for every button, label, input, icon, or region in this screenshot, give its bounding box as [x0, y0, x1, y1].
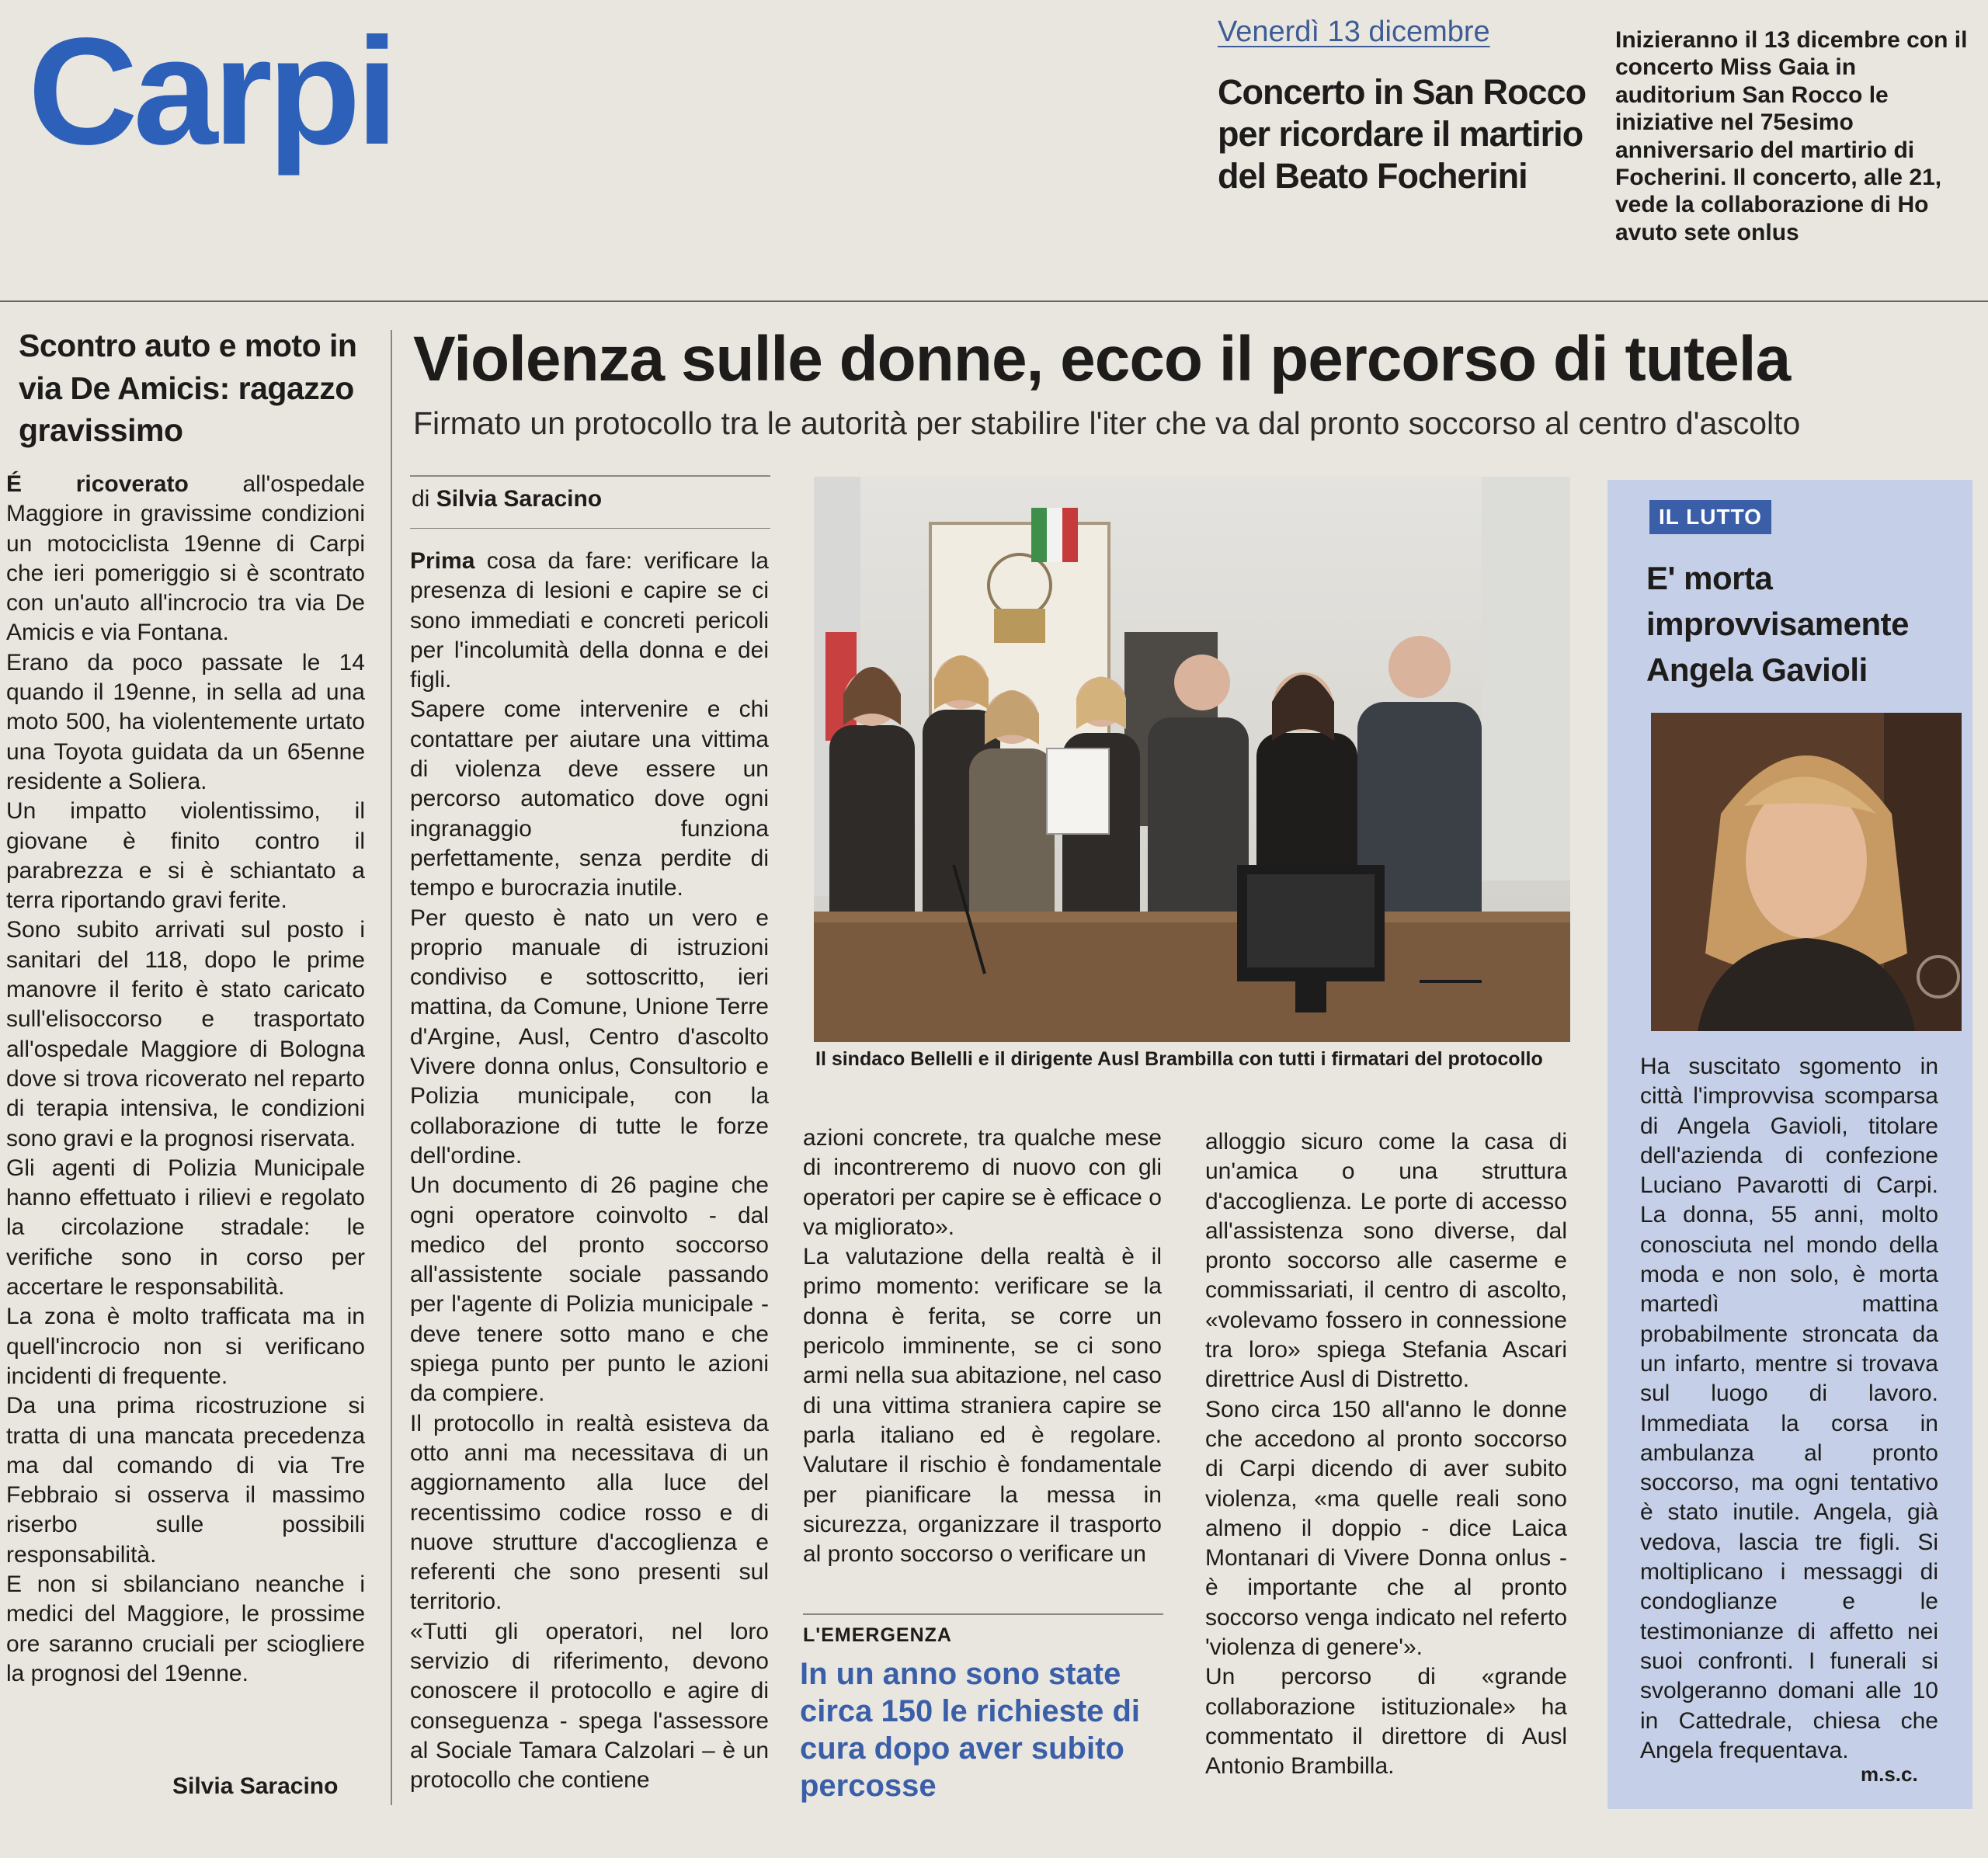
main-column-1: [410, 547, 769, 1795]
paragraph: Sono subito arrivati sul posto i sanitari del 118, dopo le prime manovre il ferito è stato caricato sull'elisoccorso e trasportato all'ospedale Maggiore di Bologna dove si trova ricoverato nel reparto di terapia intensiva, le condizioni sono gravi e la prognosi riservata.: [6, 917, 365, 1151]
section-logo: Carpi: [28, 6, 394, 176]
side-article-body: [6, 470, 365, 1689]
header-divider: [0, 300, 1988, 302]
paragraph: Erano da poco passate le 14 quando il 19enne, in sella ad una moto 500, ha violentemente urtato una Toyota guidata da un 65enne residente a Soliera.: [6, 649, 365, 794]
paragraph: E non si sbilanciano neanche i medici del Maggiore, le prossime ore saranno cruciali per sciogliere la prognosi del 19enne.: [6, 1571, 365, 1686]
main-column-3: [1205, 1127, 1567, 1782]
byline-rule: [410, 475, 770, 477]
side-article-byline: Silvia Saracino: [172, 1773, 339, 1799]
paragraph: La valutazione della realtà è il primo momento: verificare se la donna è ferita, se corre un pericolo imminente, se ci sono armi nella sua abitazione, nel caso di una vittima straniera capire se parla italiano ed è regolare. Valutare il rischio è fondamentale per pianificare la messa in sicurezza, organizzare il trasporto al pronto soccorso o verificare un: [803, 1244, 1162, 1568]
main-headline: Violenza sulle donne, ecco il percorso di tutela: [413, 324, 1791, 394]
paragraph: alloggio sicuro come la casa di un'amica o una struttura d'accoglienza. Le porte di accesso all'assistenza sono diverse, dal pronto soccorso alle caserme e commissariati, il centro di ascolto, «volevamo fossero in connessione tra loro» spiega Stefania Ascari direttrice Ausl di Distretto.: [1205, 1129, 1567, 1393]
paragraph: «Tutti gli operatori, nel loro servizio di riferimento, devono conoscere il protocollo e agire di conseguenza - spega l'assessore al Sociale Tamara Calzolari – è un protocollo che contiene: [410, 1618, 769, 1794]
paragraph: Per questo è nato un vero e proprio manuale di istruzioni condiviso e sottoscritto, ieri mattina, da Comune, Unione Terre d'Argine, Ausl, Centro d'ascolto Vivere donna onlus, Consultorio e Polizia municipale, con la collaborazione di tutte le forze dell'ordine.: [410, 905, 769, 1169]
portrait-illustration: [1651, 713, 1962, 1031]
lead-word: Prima: [410, 548, 475, 574]
obituary-signature: m.s.c.: [1861, 1762, 1918, 1786]
group-photo: [814, 477, 1570, 1042]
obituary-label: IL LUTTO: [1649, 500, 1771, 534]
event-body: Inizieranno il 13 dicembre con il concerto Miss Gaia in auditorium San Rocco le iniziative nel 75esimo anniversario del martirio di Focherini. Il concerto, alle 21, vede la collaborazione di Ho avuto sete onlus: [1615, 27, 1968, 245]
group-photo-illustration: [814, 477, 1570, 1042]
byline-rule: [410, 528, 770, 529]
photo-caption: Il sindaco Bellelli e il dirigente Ausl Brambilla con tutti i firmatari del protocollo: [815, 1048, 1543, 1070]
main-column-2: [803, 1123, 1162, 1569]
column-divider: [391, 330, 392, 1805]
paragraph: [6, 470, 365, 648]
emergency-rule: [803, 1613, 1163, 1615]
main-byline: [412, 486, 602, 512]
paragraph: [410, 547, 769, 695]
lead-word: É ricoverato: [6, 471, 189, 497]
obituary-headline: E' morta improvvisamente Angela Gavioli: [1646, 560, 1909, 689]
paragraph: La zona è molto trafficata ma in quell'incrocio non si verificano incidenti di frequente.: [6, 1304, 365, 1389]
emergency-label: L'EMERGENZA: [803, 1624, 952, 1646]
obituary-body: Ha suscitato sgomento in città l'improvvisa scomparsa di Angela Gavioli, titolare dell'azienda di confezione Luciano Pavarotti di Carpi. La donna, 55 anni, molto conosciuta nel mondo della moda e non solo, è morta martedì mattina probabilmente stroncata da un infarto, mentre si trovava sul luogo di lavoro. Immediata la corsa in ambulanza al pronto soccorso, ma ogni tentativo è stato inutile. Angela, già vedova, lascia tre figli. Si moltiplicano i messaggi di condoglianze e le testimonianze di affetto nei suoi confronti. I funerali si svolgeranno domani alle 10 in Cattedrale, chiesa che Angela frequentava.: [1640, 1054, 1938, 1763]
byline-author: Silvia Saracino: [436, 486, 603, 512]
paragraph-text: cosa da fare: verificare la presenza di lesioni e capire se ci sono immediati e concreti pericoli per l'incolumità della donna e dei figli.: [410, 548, 769, 693]
paragraph-text: all'ospedale Maggiore in gravissime condizioni un motociclista 19enne di Carpi che ieri pomeriggio si è scontrato con un'auto all'incrocio tra via De Amicis e via Fontana.: [6, 471, 365, 646]
event-headline: Concerto in San Rocco per ricordare il martirio del Beato Focherini: [1218, 72, 1587, 196]
paragraph: Il protocollo in realtà esisteva da otto anni ma necessitava di un aggiornamento alla luce del recentissimo codice rosso e di nuove strutture d'accoglienza e referenti che sono presenti sul territorio.: [410, 1410, 769, 1615]
event-date: Venerdì 13 dicembre: [1218, 16, 1490, 48]
paragraph: Un documento di 26 pagine che ogni operatore coinvolto - dal medico del pronto soccorso all'assistente sociale passando per l'agente di Polizia municipale - deve tenere sotto mano e che spiega punto per punto le azioni da compiere.: [410, 1172, 769, 1407]
paragraph: Un percorso di «grande collaborazione istituzionale» ha commentato il direttore di Ausl Antonio Brambilla.: [1205, 1664, 1567, 1780]
byline-prefix: di: [412, 486, 436, 512]
paragraph: Da una prima ricostruzione si tratta di una mancata precedenza ma dal comando di via Tre Febbraio si osserva il massimo riserbo sulle possibili responsabilità.: [6, 1393, 365, 1568]
paragraph: Sapere come intervenire e chi contattare per aiutare una vittima di violenza deve essere un percorso automatico dove ogni ingranaggio funziona perfettamente, senza perdite di tempo e burocrazia inutile.: [410, 696, 769, 901]
paragraph: Gli agenti di Polizia Municipale hanno effettuato i rilievi e regolato la circolazione stradale: le verifiche sono in corso per accertare le responsabilità.: [6, 1155, 365, 1301]
emergency-headline: In un anno sono state circa 150 le richieste di cura dopo aver subito percosse: [800, 1657, 1141, 1803]
paragraph: Sono circa 150 all'anno le donne che accedono al pronto soccorso di Carpi dicendo di aver subito violenza, «ma quelle reali sono almeno il doppio - dice Laica Montanari di Vivere Donna onlus - è importante che al pronto soccorso venga indicato nel referto 'violenza di genere'».: [1205, 1396, 1567, 1661]
portrait-photo: [1651, 713, 1962, 1031]
main-subheadline: Firmato un protocollo tra le autorità per stabilire l'iter che va dal pronto soccorso al centro d'ascolto: [413, 405, 1801, 441]
paragraph: azioni concrete, tra qualche mese di incontreremo di nuovo con gli operatori per capire se è efficace o va migliorato».: [803, 1125, 1162, 1240]
side-article-headline: Scontro auto e moto in via De Amicis: ragazzo gravissimo: [19, 328, 357, 449]
paragraph: Un impatto violentissimo, il giovane è finito contro il parabrezza e si è schiantato a terra riportando gravi ferite.: [6, 798, 365, 914]
